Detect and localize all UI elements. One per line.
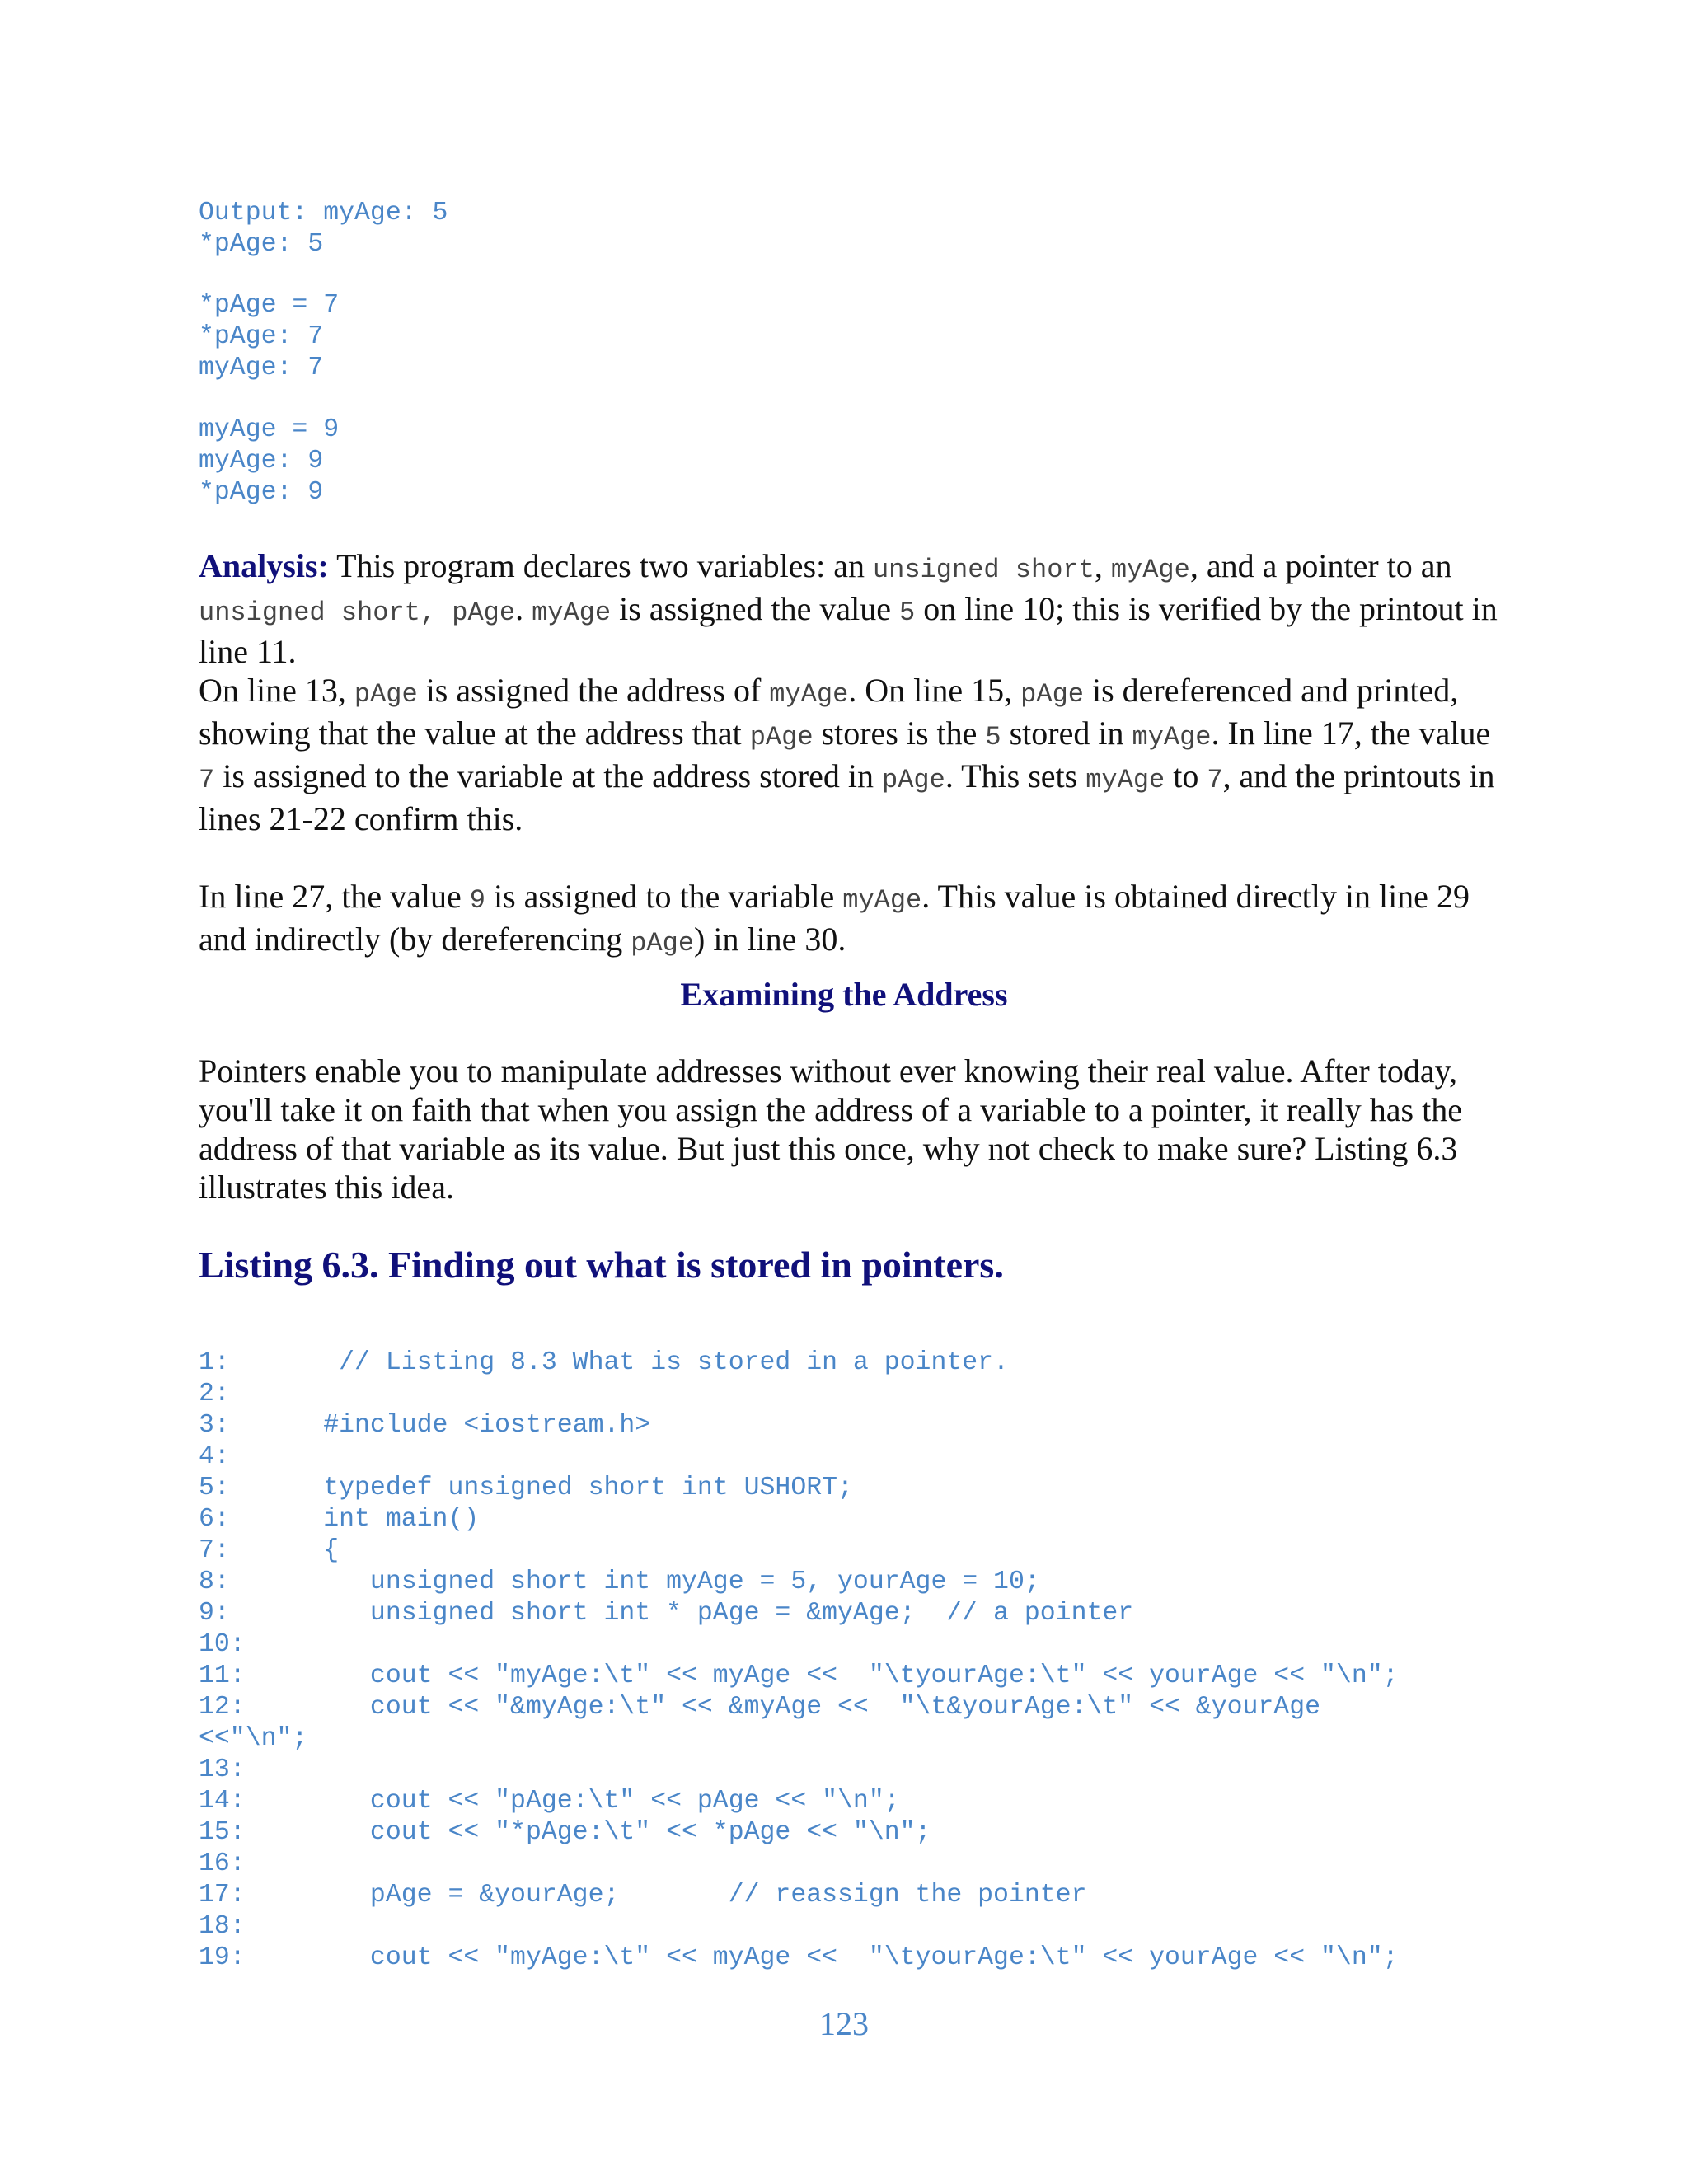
output-line: Output: myAge: 5	[199, 199, 448, 227]
inline-code: myAge	[532, 598, 612, 628]
code-line: 12: cout << "&myAge:\t" << &myAge << "\t&yourAge:\t" << &yourAge	[199, 1693, 1321, 1722]
text-run: On line 13,	[199, 672, 354, 709]
code-line: 6: int main()	[199, 1505, 480, 1534]
inline-code: pAge	[631, 928, 695, 958]
code-line: 10:	[199, 1630, 246, 1659]
text-run: is assigned the value	[611, 590, 899, 627]
text-run: is assigned to the variable	[485, 878, 843, 915]
code-line: 5: typedef unsigned short int USHORT;	[199, 1474, 853, 1502]
code-line: 13:	[199, 1755, 246, 1784]
inline-code: pAge	[749, 722, 814, 752]
analysis-paragraph-1	[199, 546, 1501, 671]
output-line: myAge: 9	[199, 447, 324, 476]
output-line: *pAge = 7	[199, 291, 340, 320]
analysis-label: Analysis:	[199, 547, 329, 584]
inline-code: 5	[899, 598, 916, 628]
inline-code: pAge	[882, 765, 945, 795]
inline-code: myAge	[1110, 555, 1190, 585]
text-run: to	[1165, 757, 1207, 794]
inline-code: pAge	[1020, 679, 1084, 710]
text-run: . On line 15,	[848, 672, 1021, 709]
output-line: myAge: 7	[199, 354, 324, 382]
text-run: is assigned to the variable at the address stored in	[214, 757, 882, 794]
inline-code: myAge	[1085, 765, 1165, 795]
analysis-section	[199, 546, 1501, 963]
inline-code: 7	[1207, 765, 1223, 795]
inline-code: 7	[199, 765, 215, 795]
text-run: In line 27, the value	[199, 878, 470, 915]
code-line: 17: pAge = &yourAge; // reassign the pointer	[199, 1881, 1087, 1910]
code-line: 15: cout << "*pAge:\t" << *pAge << "\n";	[199, 1818, 931, 1847]
output-line: *pAge: 5	[199, 230, 324, 259]
inline-code: unsigned short	[872, 555, 1095, 585]
text-run: is dereferenced and printed, showing that the value at the address that	[199, 672, 1459, 752]
text-run: on line 10; this is verified by the printout in line 11.	[199, 590, 1498, 670]
output-line: *pAge: 9	[199, 478, 324, 507]
text-run: , and the printouts in lines 21-22 confirm this.	[199, 757, 1495, 837]
output-group	[199, 290, 339, 384]
inline-code: myAge	[769, 679, 849, 710]
output-group	[199, 198, 448, 260]
analysis-paragraph-2	[199, 671, 1501, 838]
page-number: 123	[819, 2005, 869, 2042]
intro-paragraph: Pointers enable you to manipulate addresses without ever knowing their real value. After today, you'll take it on faith that when you assign the address of a variable to a pointer, it really has the address of that variable as its value. But just this once, why not check to make sure? Listing 6.3 illustrates this idea.	[199, 1052, 1462, 1206]
code-line: 16:	[199, 1849, 246, 1878]
output-line: *pAge: 7	[199, 322, 324, 351]
code-line: 4:	[199, 1442, 230, 1471]
text-run: ,	[1094, 547, 1111, 584]
text-run: .	[515, 590, 532, 627]
code-line: 14: cout << "pAge:\t" << pAge << "\n";	[199, 1787, 900, 1816]
text-run: . This sets	[945, 757, 1086, 794]
inline-code: 5	[985, 722, 1001, 752]
output-line: myAge = 9	[199, 415, 340, 444]
text-run: . In line 17, the value	[1211, 715, 1491, 752]
analysis-paragraph-1-text	[199, 547, 1498, 670]
code-line: 18:	[199, 1912, 246, 1941]
code-line: 8: unsigned short int myAge = 5, yourAge = 10;	[199, 1568, 1040, 1596]
text-run: ) in line 30.	[694, 921, 846, 958]
inline-code: myAge	[842, 885, 922, 916]
code-line: 2:	[199, 1380, 230, 1408]
inline-code: unsigned short, pAge	[199, 598, 516, 628]
inline-code: 9	[469, 885, 485, 916]
section-heading: Examining the Address	[680, 976, 1008, 1013]
code-line: 3: #include <iostream.h>	[199, 1411, 651, 1440]
text-run: . This value is obtained directly in line 29 and indirectly (by dereferencing	[199, 878, 1470, 958]
listing-title: Listing 6.3. Finding out what is stored in pointers.	[199, 1244, 1004, 1286]
text-run: stored in	[1001, 715, 1132, 752]
inline-code: pAge	[354, 679, 418, 710]
code-line: 1: // Listing 8.3 What is stored in a pointer.	[199, 1348, 1009, 1377]
code-line: 19: cout << "myAge:\t" << myAge << "\tyourAge:\t" << yourAge << "\n";	[199, 1943, 1399, 1972]
text-run: , and a pointer to an	[1189, 547, 1452, 584]
code-line: 11: cout << "myAge:\t" << myAge << "\tyourAge:\t" << yourAge << "\n";	[199, 1661, 1399, 1690]
inline-code: myAge	[1132, 722, 1212, 752]
output-group	[199, 415, 339, 509]
code-line: 9: unsigned short int * pAge = &myAge; // a pointer	[199, 1599, 1134, 1628]
code-line: 7: {	[199, 1536, 340, 1565]
code-line: <<"\n";	[199, 1724, 308, 1753]
text-run: stores is the	[813, 715, 986, 752]
code-listing	[199, 1347, 1399, 1974]
text-run: This program declares two variables: an	[328, 547, 873, 584]
analysis-paragraph-3	[199, 877, 1501, 963]
text-run: is assigned the address of	[417, 672, 770, 709]
